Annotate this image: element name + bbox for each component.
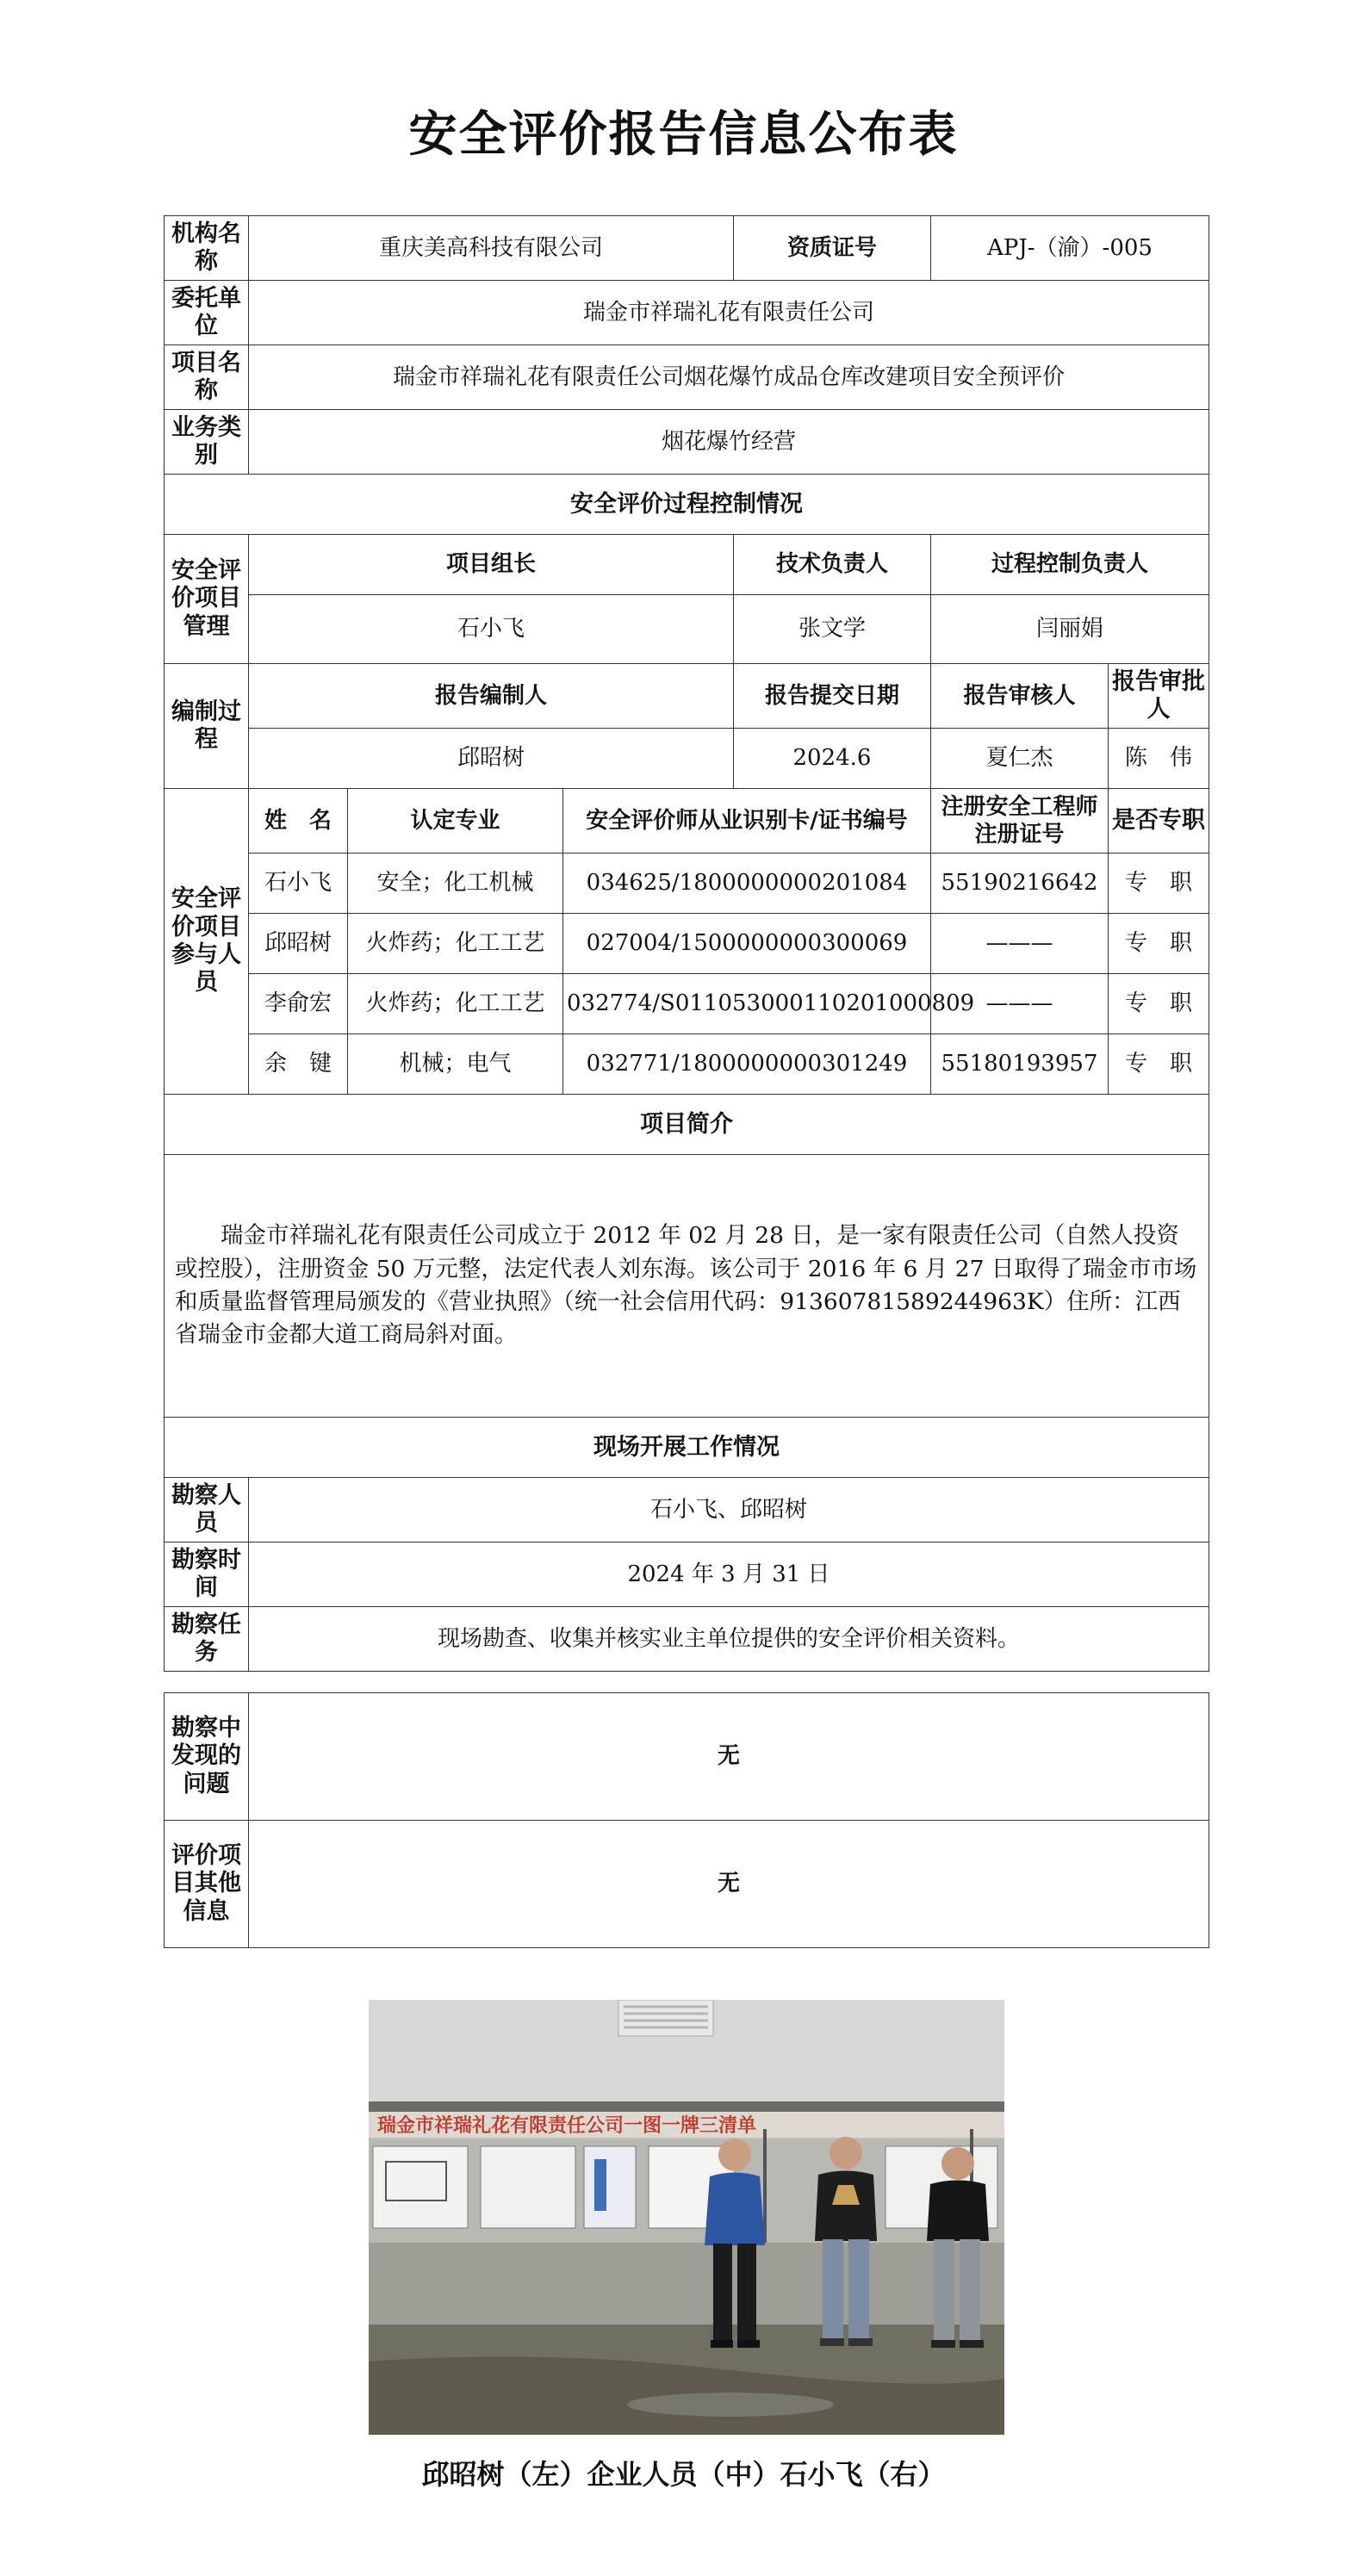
participant-major: 安全；化工机械: [348, 853, 563, 914]
org-value: 重庆美高科技有限公司: [249, 216, 734, 281]
mgmt-header-leader: 项目组长: [249, 535, 734, 595]
participants-header-card: 安全评价师从业识别卡/证书编号: [563, 789, 931, 853]
compile-value-author: 邱昭树: [249, 729, 734, 789]
intro-section-title: 项目简介: [165, 1095, 1209, 1155]
business-label: 业务类别: [165, 410, 249, 475]
table-row: [165, 1034, 1209, 1095]
table-row: [165, 914, 1209, 974]
survey-task-value: 现场勘查、收集并核实业主单位提供的安全评价相关资料。: [249, 1607, 1209, 1672]
org-label: 机构名称: [165, 216, 249, 281]
mgmt-header-tech: 技术负责人: [734, 535, 931, 595]
compile-label: 编制过程: [165, 664, 249, 789]
participant-reg: 55180193957: [931, 1034, 1109, 1095]
compile-value-reviewer: 夏仁杰: [931, 729, 1109, 789]
participants-header-major: 认定专业: [348, 789, 563, 853]
table-row: [165, 974, 1209, 1034]
compile-value-approver: 陈 伟: [1109, 729, 1209, 789]
compile-header-author: 报告编制人: [249, 664, 734, 729]
mgmt-value-leader: 石小飞: [249, 595, 734, 664]
issues-table: [164, 1692, 1209, 1948]
participants-header-reg: 注册安全工程师注册证号: [931, 789, 1109, 853]
photo-sign-text: 瑞金市祥瑞礼花有限责任公司一图一牌三清单: [377, 2114, 757, 2136]
participant-reg: ———: [931, 914, 1109, 974]
survey-people-label: 勘察人员: [165, 1478, 249, 1542]
page-title: 安全评价报告信息公布表: [408, 106, 959, 163]
project-value: 瑞金市祥瑞礼花有限责任公司烟花爆竹成品仓库改建项目安全预评价: [249, 345, 1209, 410]
participant-major: 机械；电气: [348, 1034, 563, 1095]
mgmt-value-tech: 张文学: [734, 595, 931, 664]
participant-fulltime: 专 职: [1109, 974, 1209, 1034]
site-photo: [369, 2000, 1004, 2435]
cert-label: 资质证号: [734, 216, 931, 281]
participant-reg: ———: [931, 974, 1109, 1034]
survey-people-value: 石小飞、邱昭树: [249, 1478, 1209, 1542]
participants-header-fulltime: 是否专职: [1109, 789, 1209, 853]
survey-time-label: 勘察时间: [165, 1542, 249, 1607]
site-section-title: 现场开展工作情况: [165, 1418, 1209, 1478]
other-info-label: 评价项目其他信息: [165, 1821, 249, 1948]
compile-header-approver: 报告审批人: [1109, 664, 1209, 729]
mgmt-value-control: 闫丽娟: [931, 595, 1209, 664]
photo-caption: 邱昭树（左）企业人员（中）石小飞（右）: [421, 2458, 946, 2491]
process-section-title: 安全评价过程控制情况: [165, 475, 1209, 535]
business-value: 烟花爆竹经营: [249, 410, 1209, 475]
survey-time-value: 2024 年 3 月 31 日: [249, 1542, 1209, 1607]
problems-value: 无: [249, 1693, 1209, 1821]
compile-value-date: 2024.6: [734, 729, 931, 789]
participant-name: 李俞宏: [249, 974, 348, 1034]
problems-label: 勘察中发现的问题: [165, 1693, 249, 1821]
other-info-value: 无: [249, 1821, 1209, 1948]
table-row: [165, 853, 1209, 914]
site-photo-illustration: [369, 2000, 1004, 2435]
participant-card: 034625/1800000000201084: [563, 853, 931, 914]
project-label: 项目名称: [165, 345, 249, 410]
survey-task-label: 勘察任务: [165, 1607, 249, 1672]
participant-card: 027004/1500000000300069: [563, 914, 931, 974]
compile-header-date: 报告提交日期: [734, 664, 931, 729]
participant-name: 石小飞: [249, 853, 348, 914]
client-value: 瑞金市祥瑞礼花有限责任公司: [249, 281, 1209, 345]
intro-text: 瑞金市祥瑞礼花有限责任公司成立于 2012 年 02 月 28 日，是一家有限责任公司（自然人投资或控股），注册资金 50 万元整，法定代表人刘东海。该公司于 2016 年 6 月 27 日取得了瑞金市市场和质量监督管理局颁发的《营业执照》（统一社会信用代码：91360781589244963K）住所：江西省瑞金市金都大道工商局斜对面。: [175, 1222, 1197, 1349]
participants-header-name: 姓 名: [249, 789, 348, 853]
compile-header-reviewer: 报告审核人: [931, 664, 1109, 729]
participant-name: 余 键: [249, 1034, 348, 1095]
participant-fulltime: 专 职: [1109, 853, 1209, 914]
mgmt-header-control: 过程控制负责人: [931, 535, 1209, 595]
client-label: 委托单位: [165, 281, 249, 345]
participant-fulltime: 专 职: [1109, 914, 1209, 974]
participant-major: 火炸药；化工工艺: [348, 974, 563, 1034]
info-table: [164, 215, 1209, 1672]
participants-label: 安全评价项目参与人员: [165, 789, 249, 1095]
participant-name: 邱昭树: [249, 914, 348, 974]
participant-major: 火炸药；化工工艺: [348, 914, 563, 974]
participant-reg: 55190216642: [931, 853, 1109, 914]
participant-card: 032774/S011053000110201000809: [563, 974, 931, 1034]
participant-fulltime: 专 职: [1109, 1034, 1209, 1095]
mgmt-label: 安全评价项目管理: [165, 535, 249, 664]
cert-value: APJ-（渝）-005: [931, 216, 1209, 281]
participant-card: 032771/1800000000301249: [563, 1034, 931, 1095]
